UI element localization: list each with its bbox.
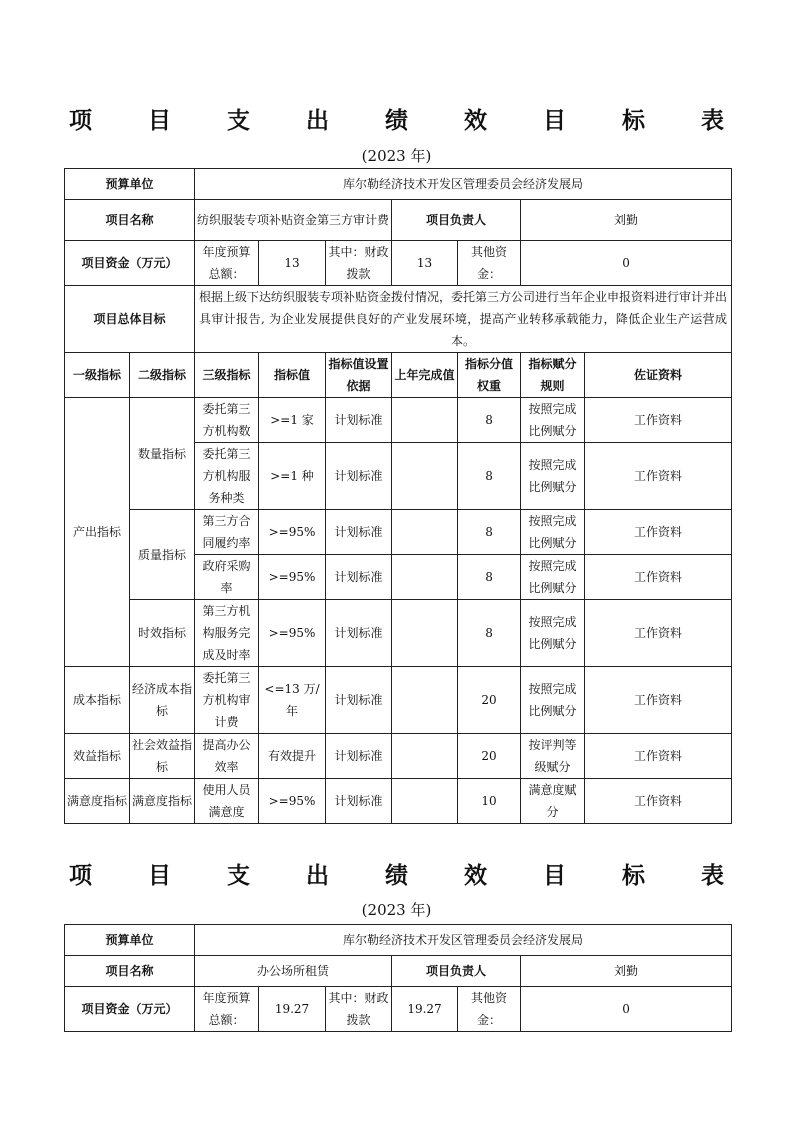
weight-cell: 20 [458,734,521,779]
header-weight: 指标分值权重 [458,353,521,398]
basis-cell: 计划标准 [326,779,392,824]
prev-cell [392,779,458,824]
level2-cell: 满意度指标 [130,779,195,824]
table-row [65,398,732,443]
header-prev: 上年完成值 [392,353,458,398]
value-cell: >=95% [259,779,326,824]
evidence-cell: 工作资料 [585,398,732,443]
project-leader-label: 项目负责人 [392,200,521,241]
table-row [65,667,732,734]
table-row [65,600,732,667]
other-fund-value: 0 [521,987,732,1032]
value-cell: >=95% [259,600,326,667]
header-evidence: 佐证资料 [585,353,732,398]
project-leader-value: 刘勤 [521,956,732,987]
project-name-label: 项目名称 [65,956,195,987]
evidence-cell: 工作资料 [585,443,732,510]
level2-cell: 时效指标 [130,600,195,667]
project-name-value: 办公场所租赁 [195,956,392,987]
prev-cell [392,398,458,443]
page-title: 项 目 支 出 绩 效 目 标 表 [68,863,749,889]
evidence-cell: 工作资料 [585,779,732,824]
header-basis: 指标值设置依据 [326,353,392,398]
fiscal-label: 其中：财政拨款 [326,241,392,286]
value-cell: >=1 家 [259,398,326,443]
value-cell: >=95% [259,555,326,600]
prev-cell [392,510,458,555]
prev-cell [392,734,458,779]
evidence-cell: 工作资料 [585,734,732,779]
level2-cell: 数量指标 [130,398,195,510]
header-value: 指标值 [259,353,326,398]
level3-cell: 使用人员满意度 [195,779,259,824]
level3-cell: 委托第三方机构服务种类 [195,443,259,510]
weight-cell: 8 [458,398,521,443]
rule-cell: 按照完成比例赋分 [521,667,585,734]
table-row [65,734,732,779]
fiscal-value: 19.27 [392,987,458,1032]
level3-cell: 政府采购率 [195,555,259,600]
prev-cell [392,555,458,600]
basis-cell: 计划标准 [326,555,392,600]
annual-budget-value: 19.27 [259,987,326,1032]
fiscal-value: 13 [392,241,458,286]
year-label: (2023 年) [361,147,432,165]
project-leader-value: 刘勤 [521,200,732,241]
budget-unit-value: 库尔勒经济技术开发区管理委员会经济发展局 [195,169,732,200]
performance-table [64,168,732,824]
other-fund-label: 其他资金： [458,987,521,1032]
budget-unit-value: 库尔勒经济技术开发区管理委员会经济发展局 [195,925,732,956]
basis-cell: 计划标准 [326,510,392,555]
project-name-value: 纺织服装专项补贴资金第三方审计费 [195,200,392,241]
other-fund-label: 其他资金： [458,241,521,286]
page-title: 项 目 支 出 绩 效 目 标 表 [68,108,749,134]
header-rule: 指标赋分规则 [521,353,585,398]
weight-cell: 8 [458,443,521,510]
basis-cell: 计划标准 [326,734,392,779]
basis-cell: 计划标准 [326,667,392,734]
value-cell: <=13 万/年 [259,667,326,734]
fund-label: 项目资金（万元） [65,241,195,286]
fiscal-label: 其中：财政拨款 [326,987,392,1032]
evidence-cell: 工作资料 [585,510,732,555]
performance-table [64,924,732,1032]
goal-text: 根据上级下达纺织服装专项补贴资金拨付情况，委托第三方公司进行当年企业申报资料进行审计并出具审计报告, 为企业发展提供良好的产业发展环境，提高产业转移承载能力，降低企业生产运营成本。 [195,286,732,353]
weight-cell: 8 [458,555,521,600]
fund-label: 项目资金（万元） [65,987,195,1032]
weight-cell: 10 [458,779,521,824]
weight-cell: 8 [458,510,521,555]
evidence-cell: 工作资料 [585,667,732,734]
rule-cell: 满意度赋分 [521,779,585,824]
prev-cell [392,600,458,667]
other-fund-value: 0 [521,241,732,286]
header-level2: 二级指标 [130,353,195,398]
year-label: (2023 年) [361,901,432,919]
rule-cell: 按评判等级赋分 [521,734,585,779]
evidence-cell: 工作资料 [585,600,732,667]
value-cell: >=95% [259,510,326,555]
level3-cell: 第三方合同履约率 [195,510,259,555]
project-leader-label: 项目负责人 [392,956,521,987]
level3-cell: 委托第三方机构审计费 [195,667,259,734]
goal-label: 项目总体目标 [65,286,195,353]
prev-cell [392,667,458,734]
weight-cell: 8 [458,600,521,667]
annual-budget-label: 年度预算总额： [195,987,259,1032]
budget-unit-label: 预算单位 [65,925,195,956]
level3-cell: 提高办公效率 [195,734,259,779]
project-name-label: 项目名称 [65,200,195,241]
level2-cell: 经济成本指标 [130,667,195,734]
rule-cell: 按照完成比例赋分 [521,443,585,510]
level1-cell: 成本指标 [65,667,130,734]
level1-cell: 满意度指标 [65,779,130,824]
basis-cell: 计划标准 [326,443,392,510]
evidence-cell: 工作资料 [585,555,732,600]
level2-cell: 社会效益指标 [130,734,195,779]
header-level3: 三级指标 [195,353,259,398]
rule-cell: 按照完成比例赋分 [521,398,585,443]
budget-unit-label: 预算单位 [65,169,195,200]
annual-budget-label: 年度预算总额： [195,241,259,286]
rule-cell: 按照完成比例赋分 [521,600,585,667]
level1-cell: 效益指标 [65,734,130,779]
rule-cell: 按照完成比例赋分 [521,510,585,555]
prev-cell [392,443,458,510]
rule-cell: 按照完成比例赋分 [521,555,585,600]
level3-cell: 委托第三方机构数 [195,398,259,443]
value-cell: >=1 种 [259,443,326,510]
annual-budget-value: 13 [259,241,326,286]
table-row [65,779,732,824]
weight-cell: 20 [458,667,521,734]
level2-cell: 质量指标 [130,510,195,600]
basis-cell: 计划标准 [326,398,392,443]
level3-cell: 第三方机构服务完成及时率 [195,600,259,667]
level1-cell: 产出指标 [65,398,130,667]
basis-cell: 计划标准 [326,600,392,667]
table-row [65,510,732,555]
value-cell: 有效提升 [259,734,326,779]
header-level1: 一级指标 [65,353,130,398]
